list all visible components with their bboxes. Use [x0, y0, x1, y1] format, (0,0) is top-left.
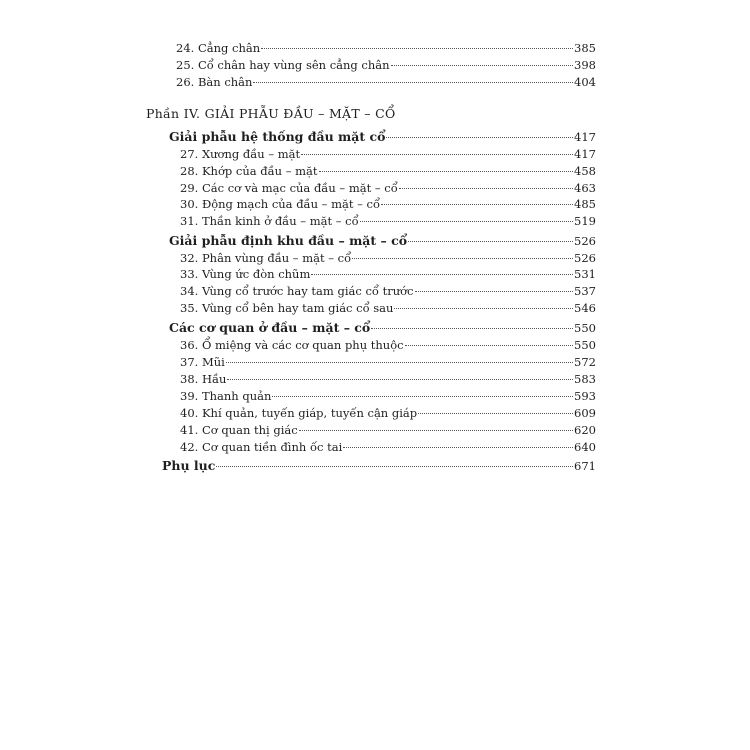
toc-item-page: 550 [574, 338, 596, 352]
dot-leader [360, 221, 573, 222]
part-name: GIẢI PHẪU ĐẦU – MẶT – CỔ [204, 106, 396, 121]
toc-item [180, 251, 596, 265]
dot-leader [391, 65, 574, 66]
toc-item [180, 267, 596, 281]
dot-leader [253, 82, 573, 83]
toc-item-label: 37. Mũi [180, 355, 225, 369]
toc-group-label: Giải phẫu hệ thống đầu mặt cổ [169, 129, 386, 144]
toc-item [176, 75, 596, 89]
toc-item-page: 572 [574, 355, 596, 369]
toc-item-page: 531 [574, 267, 596, 281]
dot-leader [227, 379, 573, 380]
toc-item-label: 38. Hầu [180, 372, 227, 386]
toc-item [180, 355, 596, 369]
toc-item-page: 417 [574, 147, 596, 161]
toc-item-label: 35. Vùng cổ bên hay tam giác cổ sau [180, 301, 394, 315]
toc-appendix-label: Phụ lục [162, 458, 216, 473]
toc-group-label: Các cơ quan ở đầu – mặt – cổ [169, 320, 371, 335]
toc-item [180, 284, 596, 298]
toc-item-label: 28. Khớp của đầu – mặt [180, 164, 318, 178]
dot-leader [386, 137, 573, 138]
part-title [146, 106, 396, 122]
toc-group-page: 417 [574, 130, 596, 144]
dot-leader [394, 308, 573, 309]
toc-item-page: 519 [574, 214, 596, 228]
toc-item [180, 147, 596, 161]
toc-item-page: 546 [574, 301, 596, 315]
dot-leader [216, 466, 573, 467]
toc-item-page: 458 [574, 164, 596, 178]
toc-item-label: 30. Động mạch của đầu – mặt – cổ [180, 197, 380, 211]
toc-item [180, 197, 596, 211]
toc-item-label: 41. Cơ quan thị giác [180, 423, 298, 437]
toc-item [176, 58, 596, 72]
toc-appendix-page: 671 [574, 459, 596, 473]
toc-item-page: 485 [574, 197, 596, 211]
dot-leader [405, 345, 573, 346]
toc-item [180, 389, 596, 403]
dot-leader [261, 48, 573, 49]
toc-item-label: 40. Khí quản, tuyến giáp, tuyến cận giáp [180, 406, 418, 420]
toc-item-page: 620 [574, 423, 596, 437]
dot-leader [408, 241, 573, 242]
toc-appendix [162, 459, 596, 473]
dot-leader [415, 291, 574, 292]
dot-leader [299, 430, 573, 431]
toc-item [180, 406, 596, 420]
toc-item [180, 372, 596, 386]
dot-leader [352, 258, 573, 259]
toc-item [180, 338, 596, 352]
toc-item [180, 301, 596, 315]
toc-item-page: 404 [574, 75, 596, 89]
toc-item-page: 385 [574, 41, 596, 55]
toc-item-label: 34. Vùng cổ trước hay tam giác cổ trước [180, 284, 414, 298]
toc-item-page: 609 [574, 406, 596, 420]
toc-group-heading [169, 130, 596, 144]
toc-item-label: 25. Cổ chân hay vùng sên cẳng chân [176, 58, 390, 72]
toc-item-page: 537 [574, 284, 596, 298]
toc-item-page: 463 [574, 181, 596, 195]
toc-item-label: 26. Bàn chân [176, 75, 253, 89]
toc-item [180, 181, 596, 195]
toc-item-label: 31. Thần kinh ở đầu – mặt – cổ [180, 214, 359, 228]
dot-leader [399, 188, 573, 189]
dot-leader [226, 362, 573, 363]
toc-item-label: 39. Thanh quản [180, 389, 272, 403]
toc-item-page: 526 [574, 251, 596, 265]
toc-group-page: 550 [574, 321, 596, 335]
toc-item-page: 640 [574, 440, 596, 454]
toc-item-label: 32. Phân vùng đầu – mặt – cổ [180, 251, 352, 265]
part-prefix: Phần IV. [146, 106, 201, 121]
toc-group-page: 526 [574, 234, 596, 248]
toc-item-label: 24. Cẳng chân [176, 41, 261, 55]
dot-leader [381, 204, 573, 205]
toc-group-heading [169, 321, 596, 335]
toc-item-label: 27. Xương đầu – mặt [180, 147, 301, 161]
dot-leader [272, 396, 573, 397]
dot-leader [371, 328, 573, 329]
toc-item-page: 398 [574, 58, 596, 72]
dot-leader [311, 274, 573, 275]
toc-item [180, 440, 596, 454]
dot-leader [301, 154, 573, 155]
dot-leader [418, 413, 573, 414]
toc-item [176, 41, 596, 55]
toc-item [180, 214, 596, 228]
toc-item-label: 29. Các cơ và mạc của đầu – mặt – cổ [180, 181, 398, 195]
toc-item-label: 42. Cơ quan tiền đình ốc tai [180, 440, 343, 454]
toc-item [180, 164, 596, 178]
toc-group-heading [169, 234, 596, 248]
toc-group-label: Giải phẫu định khu đầu – mặt – cổ [169, 233, 408, 248]
toc-item-page: 593 [574, 389, 596, 403]
dot-leader [319, 171, 574, 172]
dot-leader [343, 447, 573, 448]
toc-item-label: 36. Ổ miệng và các cơ quan phụ thuộc [180, 338, 404, 352]
toc-item [180, 423, 596, 437]
toc-item-page: 583 [574, 372, 596, 386]
toc-item-label: 33. Vùng ức đòn chũm [180, 267, 311, 281]
